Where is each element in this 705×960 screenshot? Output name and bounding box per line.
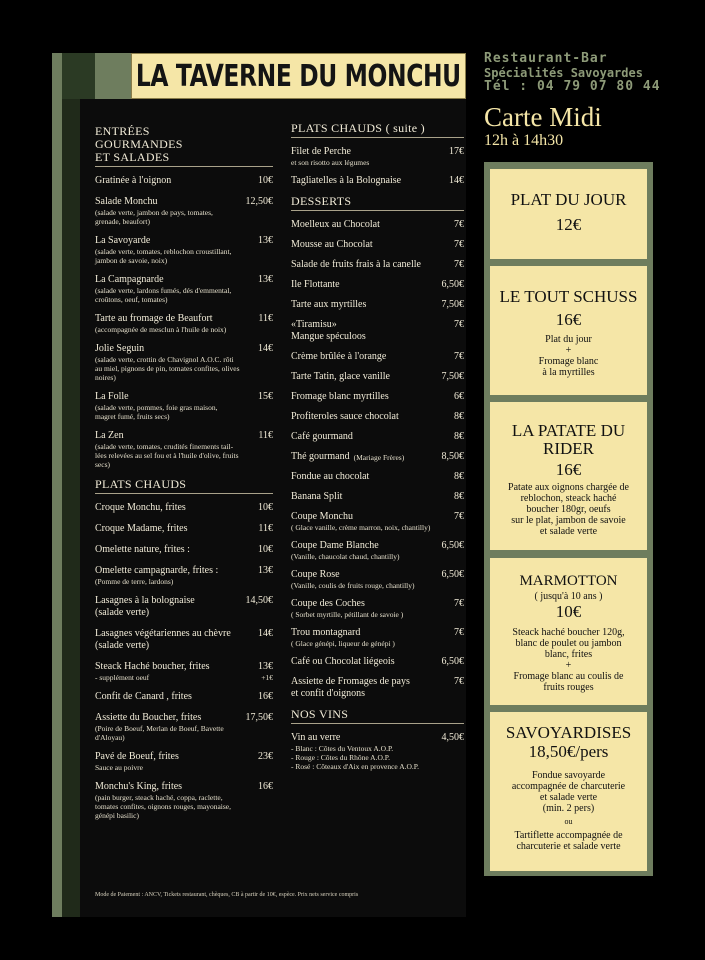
menu-item-price: 17,50€ [245,712,273,723]
formule-price: 10€ [555,602,582,621]
menu-item-price: 7€ [454,511,464,522]
menu-item-price: 10€ [258,175,273,186]
menu-item-name: Ile Flottante [291,279,340,290]
menu-item-price: 7€ [454,676,464,687]
menu-item-price: 8€ [454,471,464,482]
menu-item-description: - Blanc : Côtes du Ventoux A.O.P. - Rouge : Côtes du Rhône A.O.P. - Rosé : Côteaux d'Aix en provence A.O.P. [291,744,419,771]
phone-number: Tél : 04 79 07 80 44 [484,79,661,94]
menu-item [95,313,273,334]
menu-item-name: Croque Monchu, frites [95,502,186,513]
menu-item-name: La Savoyarde [95,235,151,246]
menu-item-price: 8€ [454,491,464,502]
menu-item [291,351,464,363]
menu-item-name: Assiette de Fromages de pays et confit d'oignons [291,676,410,699]
menu-item-name: Monchu's King, frites [95,781,183,792]
menu-item-name: Thé gourmand [291,451,350,462]
menu-item-price: 16€ [258,691,273,702]
menu-item-name: Salade Monchu [95,196,158,207]
menu-item-price: 14€ [449,175,464,186]
section-plats-chauds [95,478,273,820]
menu-item [291,391,464,403]
menu-item-name: Croque Madame, frites [95,523,188,534]
menu-item [291,431,464,443]
menu-item-description: (salade verte, pommes, foie gras maison, magret fumé, fruits secs) [95,403,218,421]
menu-item-name: Trou montagnard [291,627,361,638]
payment-info: Mode de Paiement : ANCV, Tickets restaurant, chèques, CB à partir de 10€, espèce. Prix nets service compris [95,892,359,898]
formule-marmotton [490,558,647,705]
menu-item-name: Moelleux au Chocolat [291,219,380,230]
menu-item-name: Steack Haché boucher, frites [95,661,210,672]
decor-stripe-dark [62,53,80,917]
carte-heading [484,102,602,150]
section-entrees [95,125,273,469]
menu-item-description: ( Sorbet myrtille, pétillant de savoie ) [291,610,404,619]
section-title: DESSERTS [291,195,464,211]
menu-item-price: 7€ [454,351,464,362]
formule-subtitle: ( jusqu'à 10 ans ) [534,591,603,602]
menu-item [95,235,273,265]
menu-item-description: Sauce au poivre [95,763,143,772]
restaurant-title: LA TAVERNE DU MONCHU [136,58,461,94]
menu-item-description: (Vanille, coulis de fruits rouge, chantilly) [291,581,415,590]
formule-price: 18,50€/pers [528,742,609,761]
menu-item [291,511,464,532]
formule-savoyardises [490,712,647,871]
menu-list [291,219,464,700]
menu-item-name: Profiteroles sauce chocolat [291,411,399,422]
menu-item-price: 7,50€ [441,299,464,310]
menu-item [291,656,464,668]
menu-item-description: (salade verte, jambon de pays, tomates, grenade, beaufort) [95,208,213,226]
menu-item-description: - supplément oeuf [95,673,150,682]
menu-item-description: (Vanille, chaucolat chaud, chantilly) [291,552,400,561]
menu-list [291,732,464,771]
menu-item-name: Fondue au chocolat [291,471,370,482]
menu-item-description: (accompagnée de mesclun à l'huile de noix) [95,325,227,334]
service-hours: 12h à 14h30 [484,132,564,149]
formule-description: Fondue savoyarde accompagnée de charcuterie et salade verte (min. 2 pers) [511,770,626,814]
menu-item-price: 7€ [454,219,464,230]
menu-item-name: Omelette campagnarde, frites : [95,565,219,576]
formule-la-patate-du-rider [490,402,647,550]
formule-plat-du-jour [490,169,647,259]
menu-item-name: Tarte au fromage de Beaufort [95,313,213,324]
menu-item-name: Coupe Dame Blanche [291,540,379,551]
formule-description-alt: Tartiflette accompagnée de charcuterie et salade verte [514,830,623,852]
menu-item-name: Coupe Monchu [291,511,353,522]
menu-item-description: (Poire de Boeuf, Merlan de Boeuf, Bavette d'Aloyau) [95,724,224,742]
formule-description: Steack haché boucher 120g, blanc de poulet ou jambon blanc, frites + Fromage blanc au coulis de fruits rouges [512,627,625,693]
menu-item [95,565,273,586]
menu-item [291,627,464,648]
menu-item-price: 15€ [258,391,273,402]
formule-title: LA PATATE DU RIDER [511,421,626,458]
menu-item-price: 6,50€ [441,540,464,551]
menu-item-price: 13€ [258,274,273,285]
section-title: ENTRÉES GOURMANDES ET SALADES [95,125,273,167]
menu-column-middle [291,122,464,779]
menu-item-price: 6€ [454,391,464,402]
formule-or: ou [564,817,573,826]
formule-price: 12€ [555,215,582,234]
menu-item-name: La Campagnarde [95,274,164,285]
menu-item-description: (salade verte, lardons fumés, dés d'emmental, croûtons, oeuf, tomates) [95,286,232,304]
formule-title: PLAT DU JOUR [510,190,627,209]
menu-item-price: 7€ [454,259,464,270]
menu-item [95,430,273,469]
formule-title: LE TOUT SCHUSS [499,287,638,306]
menu-item-price: 6,50€ [441,569,464,580]
formule-description: Plat du jour + Fromage blanc à la myrtilles [538,334,599,378]
menu-item-description: (pain burger, steack haché, coppa, raclette, tomates confites, oignons rouges, mayonaise, génépi basilic) [95,793,232,820]
menu-item-price: 14,50€ [245,595,273,606]
formule-title: SAVOYARDISES [505,723,632,742]
menu-item [291,676,464,700]
menu-item-name: Tarte aux myrtilles [291,299,367,310]
formule-price: 16€ [555,460,582,479]
menu-item-price: 7,50€ [441,371,464,382]
menu-item [95,274,273,304]
tagline-restaurant-bar: Restaurant-Bar [484,51,608,66]
menu-item-name: Pavé de Boeuf, frites [95,751,179,762]
menu-item-price: 8€ [454,411,464,422]
decor-block-light [95,53,131,99]
menu-item [95,691,273,703]
menu-item-price: 13€ [258,235,273,246]
section-nos-vins [291,708,464,771]
menu-item-extra-price: +1€ [261,673,273,682]
menu-item-description: (Pomme de terre, lardons) [95,577,174,586]
menu-item [291,732,464,771]
menu-item [95,751,273,772]
menu-item-note: (Mariage Frères) [353,452,405,462]
menu-item-name: Assiette du Boucher, frites [95,712,202,723]
menu-list [95,175,273,469]
menu-item-description: et son risotto aux légumes [291,158,370,167]
menu-item-name: Café ou Chocolat liégeois [291,656,395,667]
menu-item-name: Salade de fruits frais à la canelle [291,259,421,270]
decor-stripe-left [52,53,62,917]
menu-item [291,319,464,343]
menu-item-name: Fromage blanc myrtilles [291,391,389,402]
menu-item-name: Confit de Canard , frites [95,691,192,702]
formule-description: Patate aux oignons chargée de reblochon, steack haché boucher 180gr, oeufs sur le plat, jambon de savoie et salade verte [508,482,629,537]
tagline-specialites: Spécialités Savoyardes [484,66,643,80]
menu-item [291,175,464,187]
menu-item [291,371,464,383]
menu-item-description: (salade verte, crottin de Chavignol A.O.C. rôti au miel, pignons de pin, tomates confites, olives noires) [95,355,240,382]
menu-item [95,391,273,421]
menu-item-price: 14€ [258,343,273,354]
section-title: PLATS CHAUDS ( suite ) [291,122,464,138]
carte-title: Carte Midi [484,102,602,132]
menu-item-price: 11€ [258,523,273,534]
menu-item-price: 13€ [258,565,273,576]
menu-item [95,502,273,514]
menu-item-name: Coupe Rose [291,569,340,580]
menu-item-price: 14€ [258,628,273,639]
menu-item-name: Mousse au Chocolat [291,239,373,250]
menu-item-name: Tagliatelles à la Bolognaise [291,175,402,186]
menu-item [291,411,464,423]
menu-item-price: 10€ [258,544,273,555]
menu-list [291,146,464,187]
menu-item-name: Crème brûlée à l'orange [291,351,387,362]
menu-item-price: 6,50€ [441,656,464,667]
menu-item-price: 10€ [258,502,273,513]
menu-item [291,299,464,311]
menu-item-description: (salade verte, tomates, reblochon croustillant, jambon de savoie, noix) [95,247,232,265]
menu-item-price: 7€ [454,627,464,638]
menu-item [291,471,464,483]
menu-item-price: 17€ [449,146,464,157]
menu-item-price: 7€ [454,598,464,609]
formule-le-tout-schuss [490,266,647,395]
menu-item [95,712,273,742]
menu-item-price: 7€ [454,239,464,250]
menu-item [95,523,273,535]
menu-item [95,781,273,820]
menu-item-price: 13€ [258,661,273,672]
menu-item [95,544,273,556]
menu-item [95,628,273,652]
menu-item [95,595,273,619]
restaurant-title-banner [131,53,466,99]
section-title: NOS VINS [291,708,464,724]
menu-item-name: «Tiramisu» Mangue spéculoos [291,319,366,342]
menu-item-name: Lasagnes à la bolognaise (salade verte) [95,595,195,618]
menu-item [291,259,464,271]
menu-item-name: Filet de Perche [291,146,351,157]
menu-item-price: 16€ [258,781,273,792]
menu-item [291,279,464,291]
menu-item [95,661,273,682]
menu-item [291,219,464,231]
menu-column-left [95,122,273,829]
menu-item [291,569,464,590]
menu-item [291,146,464,167]
menu-item-name: Gratinée à l'oignon [95,175,172,186]
restaurant-info [484,52,661,94]
menu-item-name: Omelette nature, frites : [95,544,190,555]
menu-item [291,239,464,251]
menu-item-name: Tarte Tatin, glace vanille [291,371,390,382]
menu-item-name: Lasagnes végétariennes au chèvre (salade verte) [95,628,231,651]
menu-item-name: La Folle [95,391,129,402]
menu-item [95,343,273,382]
menu-item-description: (salade verte, tomates, crudités finements tail- lées relevées au sel fou et à l'huile d'olive, fruits secs) [95,442,239,469]
menu-item-name: Coupe des Coches [291,598,365,609]
menu-item-name: La Zen [95,430,124,441]
menu-item-price: 23€ [258,751,273,762]
menu-item-price: 8,50€ [441,451,464,462]
menu-item-description: ( Glace génépi, liqueur de génépi ) [291,639,395,648]
section-desserts [291,195,464,700]
menu-item [95,196,273,226]
menu-item-name: Café gourmand [291,431,353,442]
menu-item-price: 12,50€ [245,196,273,207]
menu-item-name: Vin au verre [291,732,341,743]
section-title: PLATS CHAUDS [95,478,273,494]
menu-item-price: 6,50€ [441,279,464,290]
menu-item-price: 8€ [454,431,464,442]
menu-item-price: 7€ [454,319,464,330]
menu-item-price: 4,50€ [441,732,464,743]
menu-item [291,451,464,463]
menu-item [291,598,464,619]
section-plats-chauds-suite [291,122,464,187]
formule-price: 16€ [555,310,582,329]
menu-item [291,540,464,561]
menu-item-price: 11€ [258,313,273,324]
menu-item-description: ( Glace vanille, crème marron, noix, chantilly) [291,523,431,532]
menu-item-name: Banana Split [291,491,343,502]
formule-title: MARMOTTON [519,573,618,589]
menu-list [95,502,273,820]
menu-item-name: Jolie Seguin [95,343,145,354]
menu-item-price: 11€ [258,430,273,441]
menu-item [291,491,464,503]
menu-item [95,175,273,187]
